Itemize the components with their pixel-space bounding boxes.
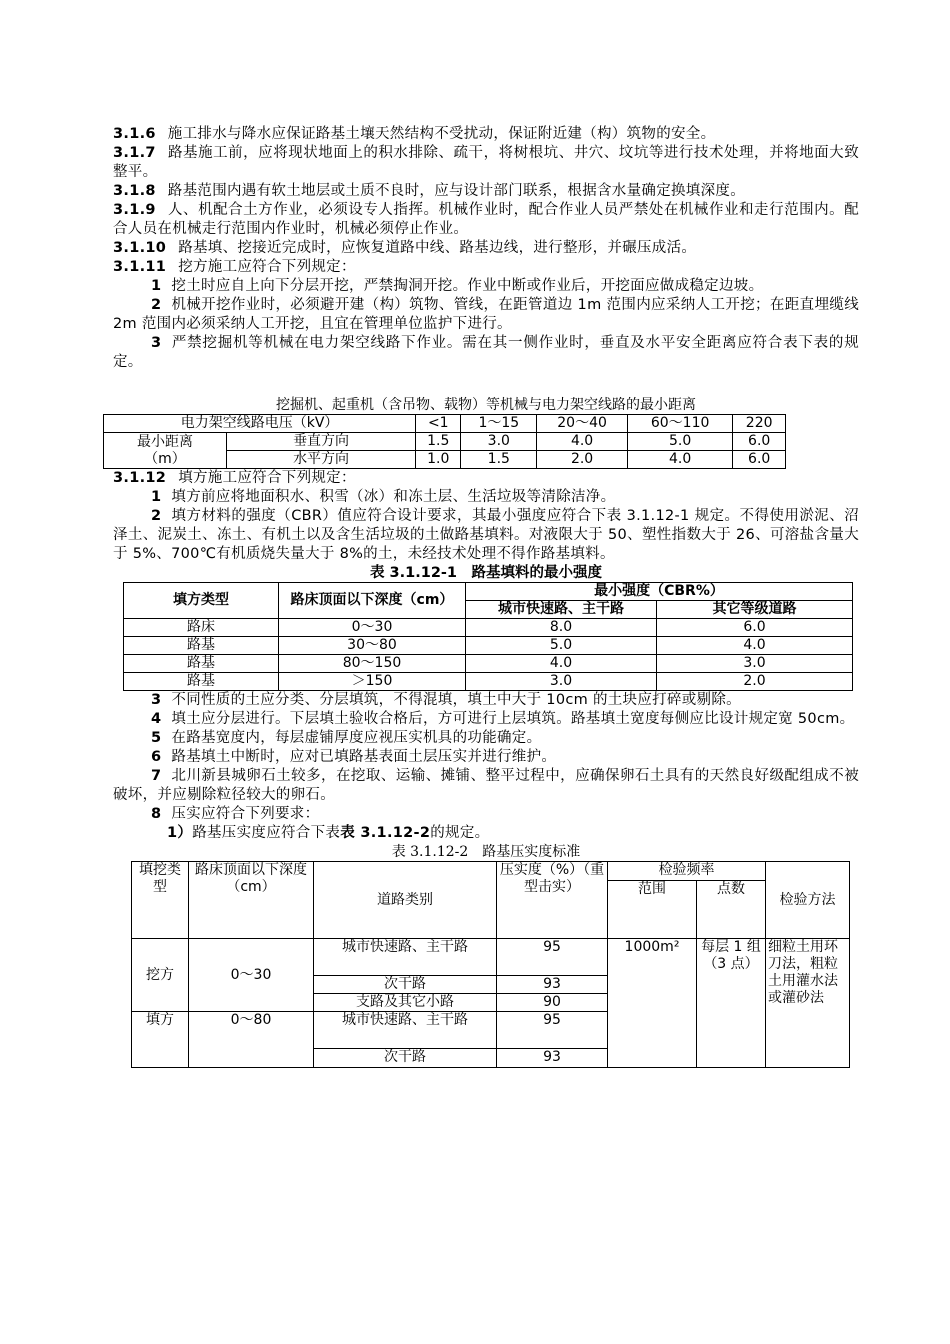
clause-3-1-6: 3.1.6 施工排水与降水应保证路基土壤天然结构不受扰动，保证附近建（构）筑物的安全。 [113,126,716,142]
table-row: 挖方 0～30 城市快速路、主干路 95 1000m² 每层 1 组（3 点） 细粒土用环刀法，粗粒土用灌水法或灌砂法 [132,939,850,976]
table1-caption: 挖掘机、起重机（含吊物、载物）等机械与电力架空线路的最小距离 [276,397,696,413]
list-item: 3 严禁挖掘机等机械在电力架空线路下作业。需在其一侧作业时，垂直及水平安全距离应符合表下表的规定。 [113,335,859,370]
compaction-table: 填挖类型 路床顶面以下深度（cm） 道路类别 压实度（%）（重型击实） 检验频率 检验方法 范围 点数 挖方 0～30 城市快速路、主干路 95 1000m² 每层 1 组（3 点） 细粒土用环刀法，粗粒土用灌水法或灌砂法 次干路 93 支路及其它小路 90 填方 0～80 城市快速路、主干路 95 次干路 93 [131,861,850,1068]
table-row: 路基 80～150 4.0 3.0 [124,655,853,673]
clause-3-1-8: 3.1.8 路基范围内遇有软土地层或土质不良时，应与设计部门联系，根据含水量确定换填深度。 [113,183,745,199]
list-item: 8 压实应符合下列要求： [151,806,320,822]
table2-caption: 表 3.1.12-1 路基填料的最小强度 [369,565,603,581]
list-item: 3 不同性质的土应分类、分层填筑，不得混填，填土中大于 10cm 的土块应打碎或剔除。 [151,692,741,708]
table-row: 路基 ＞150 3.0 2.0 [124,673,853,691]
clause-3-1-12: 3.1.12 填方施工应符合下列规定： [113,470,356,486]
table-row: 次干路 93 [132,1049,850,1068]
list-item: 5 在路基宽度内，每层虚铺厚度应视压实机具的功能确定。 [151,730,542,746]
distance-table: 电力架空线路电压（kV） <1 1～15 20～40 60～110 220 最小距离 （m） 垂直方向 1.5 3.0 4.0 5.0 6.0 水平方向 1.0 1.5 2.0 4.0 6.0 [103,414,786,469]
clause-3-1-9: 3.1.9 人、机配合土方作业，必须设专人指挥。机械作业时，配合作业人员严禁处在机械作业和走行范围内。配合人员在机械走行范围内作业时，机械必须停止作业。 [113,202,859,237]
table-row: 路床 0～30 8.0 6.0 [124,619,853,637]
table-row: 填方 0～80 城市快速路、主干路 95 [132,1012,850,1049]
list-item: 6 路基填土中断时，应对已填路基表面土层压实并进行维护。 [151,749,557,765]
table-row: 路基 30～80 5.0 4.0 [124,637,853,655]
list-item: 4 填土应分层进行。下层填土验收合格后，方可进行上层填筑。路基填土宽度每侧应比设计规定宽 50cm。 [151,711,855,727]
sub-item: 1）路基压实度应符合下表表 3.1.12-2的规定。 [167,825,490,841]
document-page [113,125,859,1068]
list-item: 2 填方材料的强度（CBR）值应符合设计要求，其最小强度应符合下表 3.1.12-1 规定。不得使用淤泥、沼泽土、泥炭土、冻土、有机土以及含生活垃圾的土做路基填料。对液限大于 50、塑性指数大于 26、可溶盐含量大于 5%、700℃有机质烧失量大于 8%的土，未经技术处理不得作路基填料。 [113,508,859,562]
clause-3-1-11: 3.1.11 挖方施工应符合下列规定： [113,259,356,275]
voltage-label: 电力架空线路电压（kV） [104,415,416,433]
clause-3-1-7: 3.1.7 路基施工前，应将现状地面上的积水排除、疏干，将树根坑、井穴、坟坑等进行技术处理，并将地面大致整平。 [113,145,859,180]
list-item: 7 北川新县城卵石土较多，在挖取、运输、摊铺、整平过程中，应确保卵石土具有的天然良好级配组成不被破坏，并应剔除粒径较大的卵石。 [113,768,859,803]
table-row: 支路及其它小路 90 [132,994,850,1012]
list-item: 1 挖土时应自上向下分层开挖，严禁掏洞开挖。作业中断或作业后，开挖面应做成稳定边坡。 [151,278,764,294]
list-item: 2 机械开挖作业时，必须避开建（构）筑物、管线，在距管道边 1m 范围内应采纳人工开挖；在距直埋缆线 2m 范围内必须采纳人工开挖，且宜在管理单位监护下进行。 [113,297,859,332]
clause-3-1-10: 3.1.10 路基填、挖接近完成时，应恢复道路中线、路基边线，进行整形，并碾压成活。 [113,240,697,256]
min-distance-label: 最小距离 （m） [104,433,227,469]
list-item: 1 填方前应将地面积水、积雪（冰）和冻土层、生活垃圾等清除洁净。 [151,489,616,505]
table-row: 次干路 93 [132,976,850,994]
fill-strength-table: 填方类型 路床顶面以下深度（cm） 最小强度（CBR%） 城市快速路、主干路 其它等级道路 路床 0～30 8.0 6.0 路基 30～80 5.0 4.0 路基 80～150 4.0 3.0 路基 ＞150 3.0 2.0 [123,582,853,691]
table3-caption: 表 3.1.12-2 路基压实度标准 [391,844,581,860]
